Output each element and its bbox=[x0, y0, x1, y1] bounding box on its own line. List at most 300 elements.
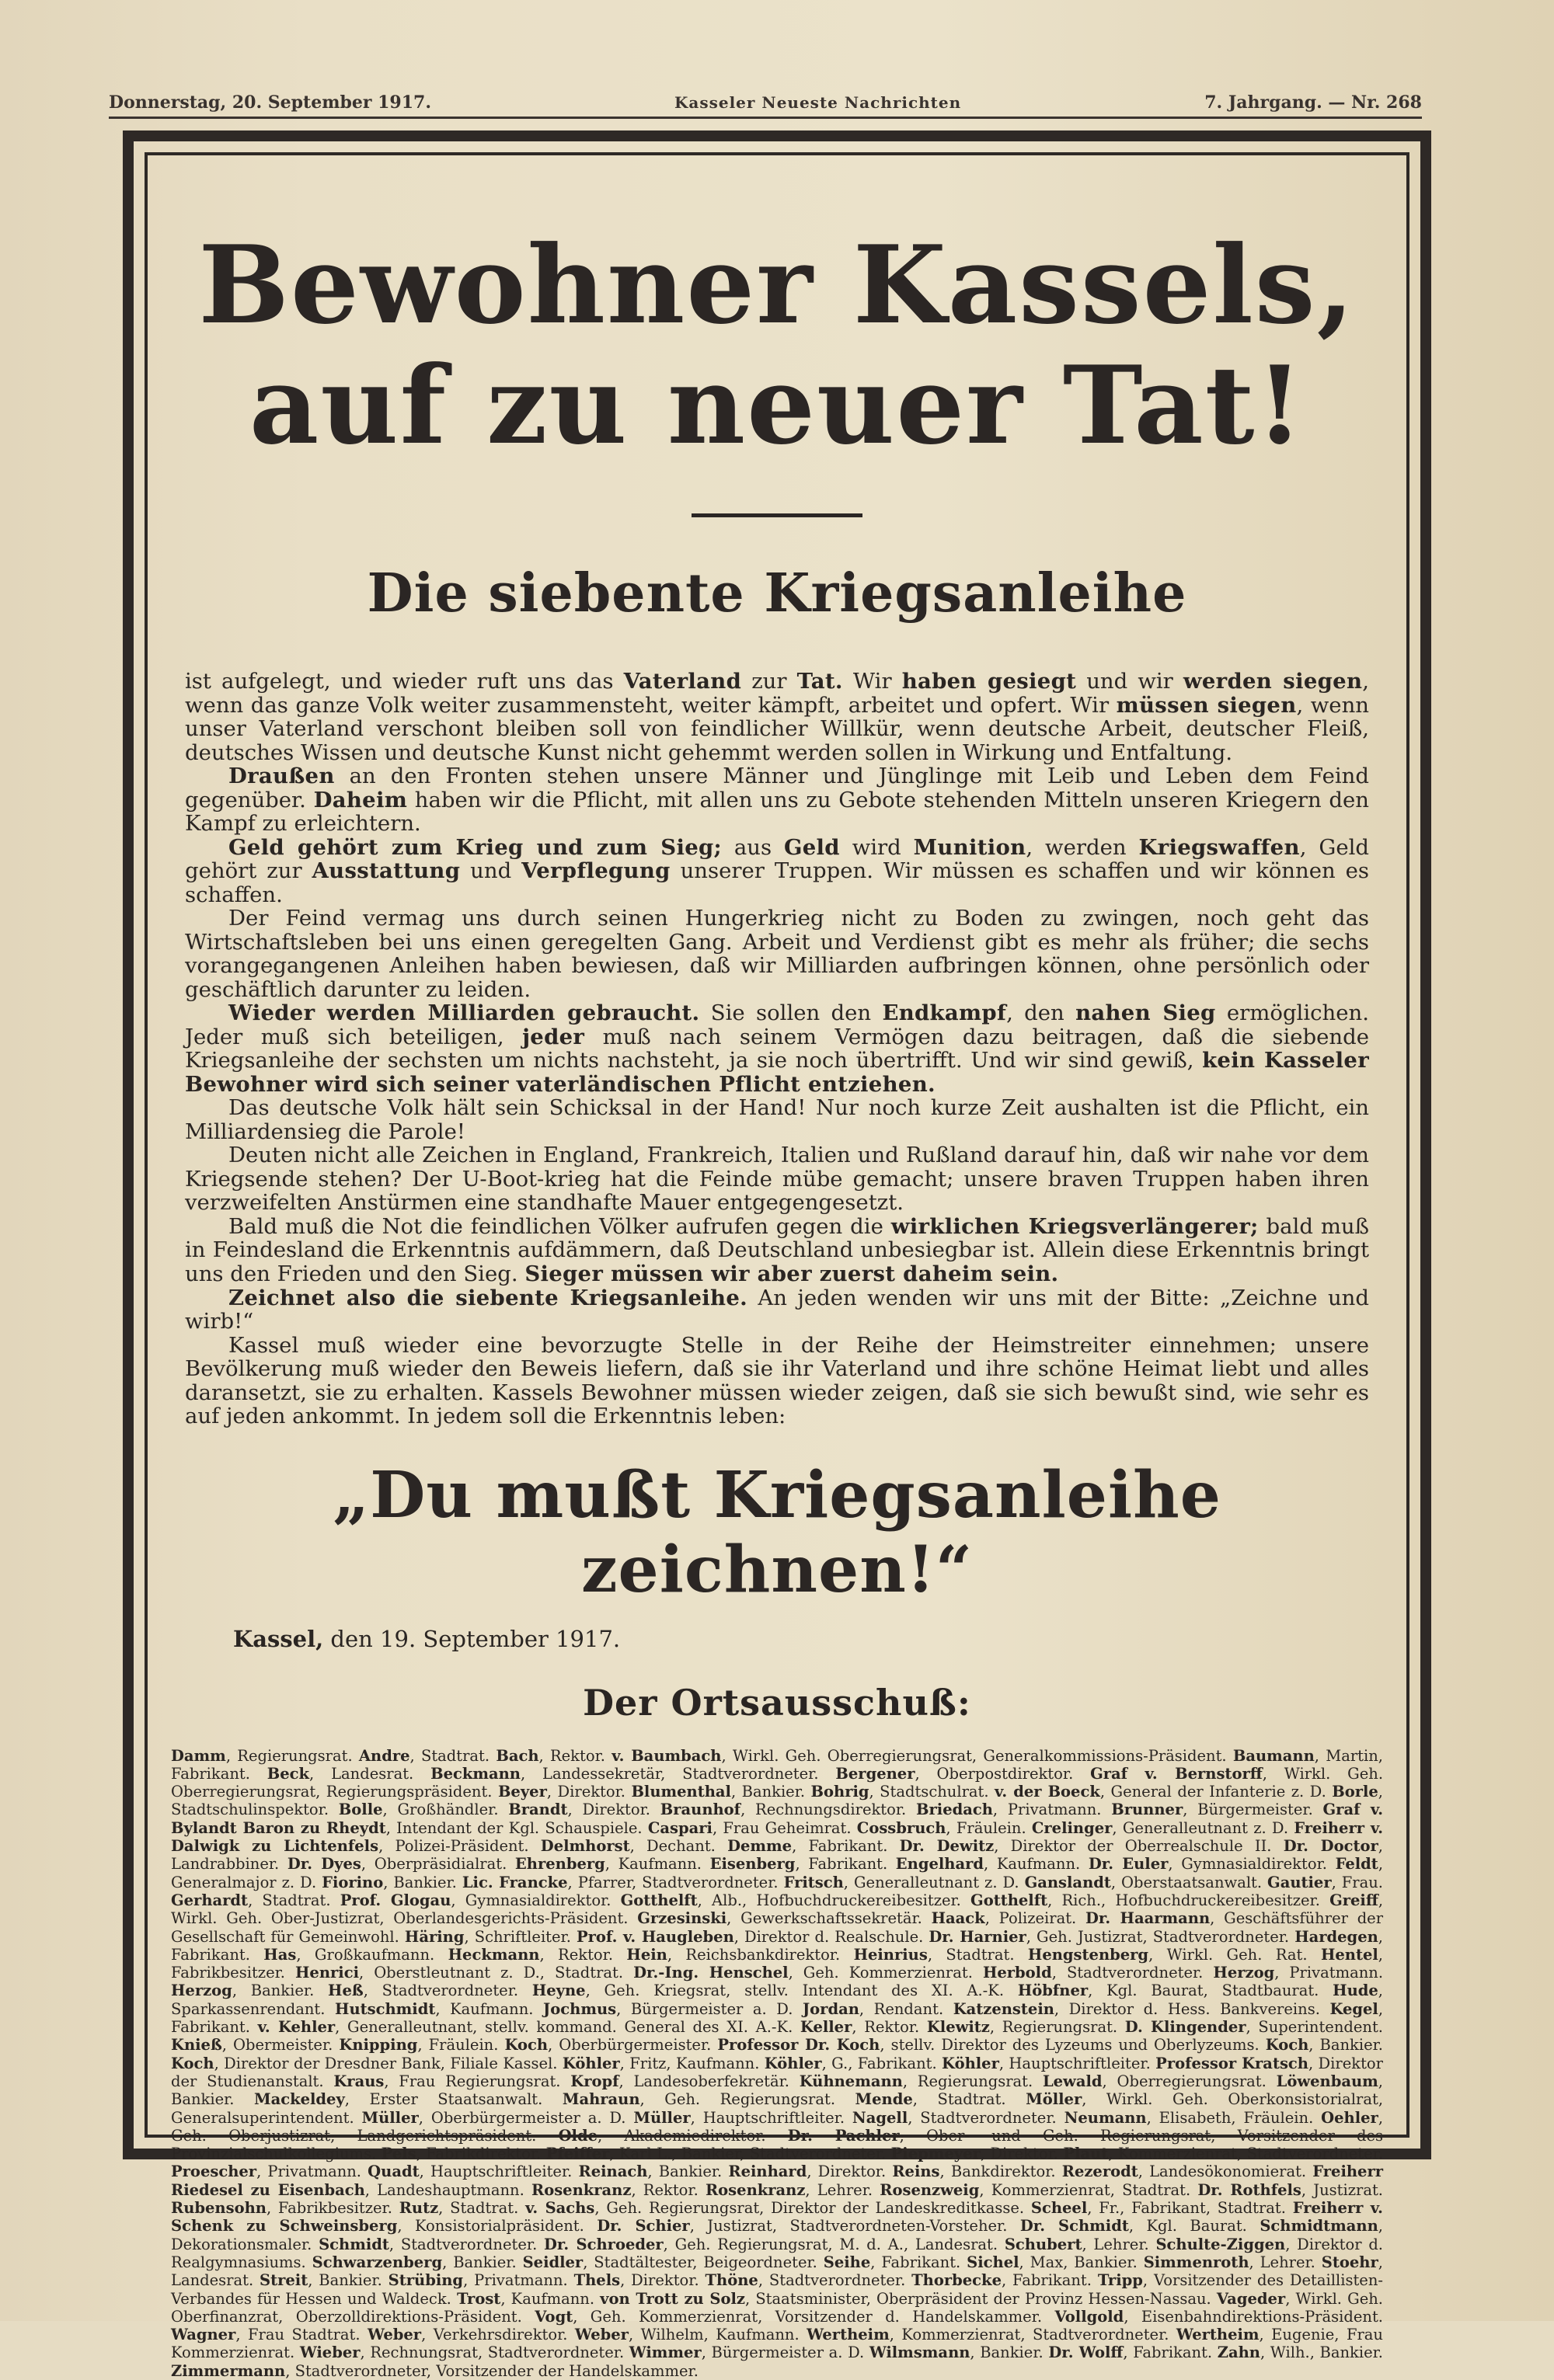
emphasis-text: haben gesiegt bbox=[901, 669, 1077, 694]
member-name: Möller bbox=[1026, 2090, 1082, 2109]
emphasis-text: Geld gehört zum Krieg und zum Sieg; bbox=[228, 834, 722, 860]
member-name: Proescher bbox=[171, 2163, 257, 2181]
member-title: , Landesrat. bbox=[309, 1764, 431, 1783]
member-title: , Bürgermeister a. D. bbox=[701, 2343, 869, 2362]
member-title: , Bankier. bbox=[970, 2343, 1049, 2362]
member-name: Professor Dr. Koch bbox=[717, 2036, 880, 2055]
member-name: Quadt bbox=[368, 2163, 420, 2181]
member-name: Eisenberg bbox=[709, 1855, 796, 1874]
member-name: Wagner bbox=[171, 2326, 236, 2344]
member-title: , Landrabbiner. bbox=[171, 1837, 1383, 1874]
paragraph-text: , wenn unser Vaterland verschont bleiben soll von feindlicher Willkür, wenn deutsche Arbeit, deutscher Fleiß, deutsches Wissen und deutsche Kunst nicht gehemmt werden sollen in Wirkung und Entfaltung. bbox=[185, 692, 1369, 765]
member-title: , Stadtältester, Beigeordneter. bbox=[583, 2253, 824, 2271]
member-name: Pels bbox=[381, 2145, 416, 2163]
emphasis-text: Endkampf bbox=[882, 1000, 1007, 1026]
paragraph-text: Der Feind vermag uns durch seinen Hungerkrieg nicht zu Boden zu zwingen, noch geht das Wirtschaftsleben bei uns einen geregelten Gang. Arbeit und Verdienst gibt es mehr als früher; die sechs vorangegangenen Anleihen haben bewiesen, daß wir Milliarden aufbringen können, ohne persönlich oder geschäftlich darunter zu leiden. bbox=[185, 906, 1369, 1002]
member-title: , Wilhelm, Kaufmann. bbox=[628, 2326, 807, 2344]
member-title: , Sparkassenrendant. bbox=[171, 1982, 1383, 2018]
member-name: Mackeldey bbox=[254, 2090, 345, 2109]
member-name: Mahraun bbox=[562, 2090, 640, 2109]
member-name: Weber bbox=[368, 2326, 422, 2344]
member-name: Löwenbaum bbox=[1276, 2072, 1378, 2090]
member-name: Müller bbox=[361, 2108, 419, 2127]
emphasis-text: Zeichnet also die siebente Kriegsanleihe. bbox=[228, 1285, 747, 1310]
member-name: Herzog bbox=[1213, 1964, 1275, 1982]
member-title: , Oberpräsidialrat. bbox=[361, 1855, 515, 1874]
member-title: , Rechnungsdirektor. bbox=[740, 1801, 917, 1819]
member-title: , Landeshauptmann. bbox=[364, 2180, 531, 2199]
member-name: Neumann bbox=[1064, 2108, 1147, 2127]
member-name: Dr. Rothfels bbox=[1197, 2180, 1301, 2199]
member-name: Trost bbox=[456, 2289, 501, 2308]
member-title: , Generalleutnant, stellv. kommand. General des XI. A.-K. bbox=[335, 2018, 800, 2037]
member-name: Mende bbox=[855, 2090, 913, 2109]
member-name: Jordan bbox=[802, 1999, 859, 2018]
member-title: , Rektor. bbox=[631, 2180, 706, 2199]
member-title: , Privatmann. bbox=[256, 2163, 368, 2181]
member-name: Wieber bbox=[299, 2343, 361, 2362]
member-name: Bach bbox=[496, 1746, 539, 1765]
member-name: Olde bbox=[558, 2126, 598, 2145]
emphasis-text: Draußen bbox=[228, 764, 335, 789]
member-title: , Wirkl. Geh. Oberkonsistorialrat, Generalsuperintendent. bbox=[171, 2090, 1384, 2127]
member-title: , Direktor der Dresdner Bank, Filiale Kassel. bbox=[214, 2054, 563, 2072]
member-title: , Landesökonomierat. bbox=[1138, 2163, 1313, 2181]
member-name: Pfeiffer bbox=[545, 2145, 610, 2163]
member-name: Dr. Pachler bbox=[787, 2126, 900, 2145]
member-title: , Fabrikant. bbox=[870, 2253, 967, 2271]
member-title: , Geh. Regierungsrat. bbox=[639, 2090, 855, 2109]
member-name: Rosenzweig bbox=[880, 2180, 980, 2199]
member-title: , Regierungsrat. bbox=[902, 2072, 1043, 2090]
member-title: , Direktor der Studienanstalt. bbox=[171, 2054, 1383, 2090]
member-name: Fritsch bbox=[783, 1873, 844, 1891]
emphasis-text: Geld bbox=[783, 834, 840, 860]
member-name: Strübing bbox=[388, 2271, 464, 2290]
member-name: Borle bbox=[1332, 1783, 1378, 1801]
member-title: , Martin, Fabrikant. bbox=[171, 1746, 1383, 1783]
paragraph-text: bald muß in Feindesland die Erkenntnis aufdämmern, daß Deutschland unbesiegbar ist. Allein diese Erkenntnis bringt uns den Frieden und den Sieg. bbox=[185, 1213, 1370, 1286]
paragraph-text: Bald muß die Not die feindlichen Völker aufrufen gegen die bbox=[228, 1213, 891, 1239]
member-name: Höbfner bbox=[1017, 1982, 1089, 2000]
member-title: , Bankdirektor. bbox=[939, 2163, 1062, 2181]
member-name: Koch bbox=[171, 2054, 214, 2072]
header-newspaper-title: Kasseler Neueste Nachrichten bbox=[674, 93, 962, 112]
member-name: Rutz bbox=[399, 2199, 439, 2218]
emphasis-text: werden siegen bbox=[1183, 669, 1363, 694]
member-title: , Elisabeth, Fräulein. bbox=[1146, 2108, 1322, 2127]
paragraph-text: wird bbox=[839, 834, 914, 860]
member-title: , Intendant der Kgl. Schauspiele. bbox=[385, 1818, 648, 1837]
member-title: , Fabrikant. bbox=[1001, 2271, 1098, 2290]
emphasis-text: Ausstattung bbox=[312, 858, 461, 884]
member-name: Streit bbox=[260, 2271, 308, 2290]
member-name: Brandt bbox=[508, 1801, 568, 1819]
member-title: , Rich., Hofbuchdruckereibesitzer. bbox=[1047, 1891, 1330, 1909]
paragraph-text: und bbox=[460, 858, 522, 884]
subheadline: Die siebente Kriegsanleihe bbox=[367, 562, 1187, 625]
member-title: , Konsistorialpräsident. bbox=[397, 2217, 598, 2236]
member-name: Seidler bbox=[522, 2253, 584, 2271]
member-name: Wertheim bbox=[807, 2326, 890, 2344]
member-name: Ganslandt bbox=[1024, 1873, 1111, 1891]
member-name: Zahn bbox=[1217, 2343, 1260, 2362]
member-title: , Bankier. bbox=[171, 2072, 1383, 2109]
member-name: Katzenstein bbox=[953, 1999, 1054, 2018]
member-title: , Geh. Kommerzienrat. bbox=[788, 1964, 983, 1982]
member-name: Plaut bbox=[1063, 2145, 1109, 2163]
member-name: Crelinger bbox=[1031, 1818, 1113, 1837]
headline bbox=[171, 221, 1383, 468]
member-title: , Oberregierungsrat. bbox=[1102, 2072, 1277, 2090]
paragraph-text: Das deutsche Volk hält sein Schicksal in der Hand! Nur noch kurze Zeit aushalten ist die Pflicht, ein Milliardensieg die Parole! bbox=[185, 1095, 1369, 1144]
member-name: Schulte-Ziggen bbox=[1155, 2235, 1286, 2253]
member-title: , Pfarrer, Stadtverordneter. bbox=[567, 1873, 784, 1891]
member-title: , Rektor. bbox=[538, 1746, 612, 1765]
member-name: Rosenkranz bbox=[705, 2180, 806, 2199]
member-title: , Bankier. bbox=[308, 2271, 388, 2290]
member-name: Köhler bbox=[562, 2054, 620, 2072]
member-name: Freiherr v. Schenk zu Schweinsberg bbox=[171, 2199, 1383, 2236]
member-title: , Hauptschriftleiter. bbox=[419, 2163, 579, 2181]
member-name: Schubert bbox=[1004, 2235, 1082, 2253]
emphasis-text: Kriegswaffen bbox=[1138, 834, 1300, 860]
member-title: , Fräulein. bbox=[946, 1818, 1032, 1837]
member-title: , Stadtrat. bbox=[912, 2090, 1026, 2109]
member-title: , Direktor. bbox=[980, 2145, 1064, 2163]
member-title: , Wirkl. Geh. Oberfinanzrat, Oberzolldirektions-Präsident. bbox=[171, 2289, 1384, 2326]
member-title: , Bankier. bbox=[442, 2253, 523, 2271]
member-name: v. Baumbach bbox=[611, 1746, 722, 1765]
paragraph-text: Kassel muß wieder eine bevorzugte Stelle in der Reihe der Heimstreiter einnehmen; unsere Bevölkerung muß wieder den Beweis liefern, daß sie ihr Vaterland und ihre schöne Heimat liebt und alles daransetzt, sie zu erhalten. Kassels Bewohner müssen wieder zeigen, daß sie sich bewußt sind, wie sehr es auf jeden ankommt. In jedem soll die Erkenntnis leben: bbox=[185, 1332, 1369, 1429]
member-name: Prof. v. Haugleben bbox=[576, 1927, 734, 1946]
paragraph-text: An jeden wenden wir uns mit der Bitte: „Zeichne und wirb!“ bbox=[185, 1285, 1369, 1334]
member-name: Schwarzenberg bbox=[312, 2253, 443, 2271]
member-title: , Gymnasialdirektor. bbox=[451, 1891, 621, 1909]
member-title: , Frau Stadtrat. bbox=[235, 2326, 368, 2344]
member-title: , Regierungsrat. bbox=[225, 1746, 359, 1765]
divider-rule bbox=[692, 513, 862, 517]
member-title: , Kaufmann. bbox=[605, 1855, 710, 1874]
paragraph-text: muß nach seinem Vermögen dazu beitragen, daß die siebende Kriegsanleihe der sechsten um nichts nachsteht, ja sie noch übertrifft. Und wir sind gewiß, bbox=[185, 1024, 1369, 1073]
emphasis-text: Wieder werden Milliarden gebraucht. bbox=[228, 1000, 700, 1026]
member-title: , Gewerkschaftssekretär. bbox=[726, 1909, 932, 1928]
appeal-paragraph bbox=[185, 1215, 1369, 1286]
member-name: Freiherr v. Dalwigk zu Lichtenfels bbox=[171, 1818, 1383, 1856]
member-title: , Geh. Justizrat, Stadtverordneter. bbox=[1026, 1927, 1295, 1946]
member-title: , Direktor d. Hess. Bankvereins. bbox=[1054, 1999, 1330, 2018]
member-title: , Polizei-Präsident. bbox=[378, 1837, 541, 1856]
member-title: , Frau Regierungsrat. bbox=[384, 2072, 571, 2090]
member-name: Henrici bbox=[295, 1964, 359, 1982]
member-name: Lic. Francke bbox=[462, 1873, 568, 1891]
member-title: , Bankier. bbox=[730, 1783, 811, 1801]
member-name: Wertheim bbox=[1176, 2326, 1260, 2344]
member-title: , Oberpostdirektor. bbox=[915, 1764, 1091, 1783]
member-title: , Eugenie, Frau Kommerzienrat. bbox=[171, 2326, 1383, 2362]
member-title: , Gymnasialdirektor. bbox=[1168, 1855, 1336, 1874]
member-name: Heß bbox=[328, 1982, 364, 2000]
member-title: , Privatmann. bbox=[992, 1801, 1112, 1819]
paragraph-text: ist aufgelegt, und wieder ruft uns das bbox=[185, 669, 624, 694]
slogan: „Du mußt Kriegsanleihe zeichnen!“ bbox=[333, 1457, 1221, 1607]
member-name: Vageder bbox=[1216, 2289, 1286, 2308]
member-title: , Frau. bbox=[1331, 1873, 1383, 1891]
member-title: , Fr., Fabrikant, Stadtrat. bbox=[1087, 2199, 1293, 2218]
member-title: , Stadtschulinspektor. bbox=[171, 1783, 1383, 1819]
member-name: Weber bbox=[574, 2326, 629, 2344]
committee-member-list bbox=[171, 1747, 1383, 2380]
header-date: Donnerstag, 20. September 1917. bbox=[109, 92, 431, 113]
emphasis-text: Tat. bbox=[796, 669, 843, 694]
paragraph-text: haben wir die Pflicht, mit allen uns zu Gebote stehenden Mitteln unseren Kriegern den Kampf zu erleichtern. bbox=[185, 787, 1369, 837]
member-title: , Geschäftsführer der Gesellschaft für Gemeinwohl. bbox=[171, 1909, 1384, 1946]
member-name: Thöne bbox=[705, 2271, 758, 2290]
member-name: Herbold bbox=[982, 1964, 1052, 1982]
member-title: , Fabrikant. bbox=[1123, 2343, 1218, 2362]
member-name: Heinrius bbox=[853, 1945, 928, 1964]
member-name: Hengstenberg bbox=[1027, 1945, 1149, 1964]
member-title: , General der Infanterie z. D. bbox=[1099, 1783, 1333, 1801]
member-name: Zimmermann bbox=[171, 2361, 286, 2380]
dateline bbox=[233, 1626, 1383, 1652]
member-title: , Oberstleutnant z. D., Stadtrat. bbox=[358, 1964, 634, 1982]
emphasis-text: Sieger müssen wir aber zuerst daheim sein. bbox=[524, 1261, 1059, 1286]
member-name: Dr.-Ing. Henschel bbox=[633, 1964, 789, 1982]
member-title: , Fabrikant. bbox=[171, 1999, 1384, 2037]
committee-title: Der Ortsausschuß: bbox=[583, 1681, 971, 1724]
member-title: , Oberbürgermeister a. D. bbox=[418, 2108, 634, 2127]
member-title: , Vorsitzender des Detaillisten-Verbandes für Hessen und Waldeck. bbox=[171, 2271, 1383, 2308]
page-header bbox=[109, 87, 1422, 118]
member-name: Feldt bbox=[1335, 1855, 1378, 1874]
member-name: Dr. Euler bbox=[1088, 1855, 1169, 1874]
member-title: , Verkehrsdirektor. bbox=[421, 2326, 575, 2344]
member-name: Seihe bbox=[823, 2253, 871, 2271]
member-title: , Kommerzienrat, Stadtverordneter. bbox=[889, 2326, 1176, 2344]
member-title: , Wirkl. Geh. Oberregierungsrat, Generalkommissions-Präsident. bbox=[721, 1746, 1233, 1765]
member-title: , Stadtrat. bbox=[438, 2199, 526, 2218]
member-title: , Oberbürgermeister. bbox=[548, 2036, 718, 2055]
member-title: , Eisenbahndirektions-Präsident. bbox=[1124, 2307, 1383, 2326]
member-name: Bergener bbox=[835, 1764, 915, 1783]
member-name: Simmenroth bbox=[1143, 2253, 1249, 2271]
member-title: , Großkaufmann. bbox=[296, 1945, 448, 1964]
member-title: , Geh. Kriegsrat, stellv. Intendant des XI. A.-K. bbox=[585, 1982, 1018, 2000]
member-name: Freiherr Riedesel zu Eisenbach bbox=[171, 2163, 1383, 2199]
member-name: Bohrig bbox=[810, 1783, 869, 1801]
member-title: , Fräulein. bbox=[417, 2036, 505, 2055]
member-title: , Landesoberfekretär. bbox=[618, 2072, 800, 2090]
emphasis-text: Munition bbox=[913, 834, 1026, 860]
member-title: , Bürgermeister a. D. bbox=[616, 1999, 803, 2018]
member-name: Professor Kratsch bbox=[1155, 2054, 1308, 2072]
member-name: Rezerodt bbox=[1061, 2163, 1138, 2181]
member-name: Schmidtmann bbox=[1260, 2217, 1378, 2236]
member-title: , Alb., Hofbuchdruckereibesitzer. bbox=[697, 1891, 971, 1909]
member-title: , Kgl. Baurat, Stadtbaurat. bbox=[1088, 1982, 1333, 2000]
member-name: Köhler bbox=[764, 2054, 822, 2072]
member-name: Heyne bbox=[531, 1982, 586, 2000]
paragraph-text: unserer Truppen. Wir müssen es schaffen und wir können es schaffen. bbox=[185, 858, 1370, 907]
member-title: , Kommerzienrat, Stadtverordneter. bbox=[1108, 2145, 1383, 2163]
member-name: Kühnemann bbox=[799, 2072, 903, 2090]
member-name: Wilmsmann bbox=[869, 2343, 970, 2362]
member-title: , Privatmann. bbox=[1274, 1964, 1384, 1982]
member-name: Knieß bbox=[171, 2036, 222, 2055]
member-title: , Erster Staatsanwalt. bbox=[344, 2090, 563, 2109]
headline-line-2: auf zu neuer Tat! bbox=[249, 341, 1305, 468]
member-title: , Fabrikant. bbox=[795, 1855, 896, 1874]
appeal-paragraph bbox=[185, 1143, 1369, 1215]
member-name: Beckmann bbox=[430, 1764, 521, 1783]
member-name: Schmidt bbox=[319, 2235, 389, 2253]
member-name: Thorbecke bbox=[911, 2271, 1002, 2290]
member-name: Köhler bbox=[942, 2054, 999, 2072]
appeal-paragraph bbox=[185, 836, 1369, 907]
appeal-paragraph bbox=[185, 1001, 1369, 1096]
member-title: , Landesrat. bbox=[171, 2253, 1383, 2290]
member-title: , Superintendent. bbox=[1246, 2018, 1383, 2037]
member-name: v. Sachs bbox=[525, 2199, 595, 2218]
member-title: , Bankier. bbox=[1308, 2036, 1383, 2055]
member-name: Bolle bbox=[338, 1801, 383, 1819]
member-title: , Fabrikdirektor. bbox=[416, 2145, 546, 2163]
member-name: Baumann bbox=[1232, 1746, 1315, 1765]
member-title: , Kaufmann. bbox=[984, 1855, 1089, 1874]
member-name: Beyer bbox=[497, 1783, 547, 1801]
member-title: , Stadtverordneter. bbox=[388, 2235, 545, 2253]
member-name: Koch bbox=[504, 2036, 549, 2055]
headline-line-1: Bewohner Kassels, bbox=[198, 221, 1356, 348]
paragraph-text: , werden bbox=[1026, 834, 1139, 860]
member-title: , Stadtrat. bbox=[927, 1945, 1028, 1964]
member-title: , Max, Bankier. bbox=[1019, 2253, 1144, 2271]
member-title: , Dechant. bbox=[629, 1837, 728, 1856]
member-name: Heckmann bbox=[448, 1945, 540, 1964]
member-title: , Geh. Kommerzienrat, Vorsitzender d. Handelskammer. bbox=[573, 2307, 1055, 2326]
member-title: , Direktor der Oberrealschule II. bbox=[994, 1837, 1284, 1856]
member-name: Prof. Glogau bbox=[340, 1891, 451, 1909]
paragraph-text: zur bbox=[741, 669, 797, 694]
member-title: , Karl L., Bankier, Stadtverordneter. bbox=[609, 2145, 891, 2163]
member-name: Demme bbox=[727, 1837, 793, 1856]
member-title: , Wirkl. Geh. Oberregierungsrat, Regierungspräsident. bbox=[171, 1764, 1384, 1801]
member-name: Jochmus bbox=[543, 1999, 617, 2018]
member-title: , Stadtverordneter. bbox=[758, 2271, 912, 2290]
member-title: , Obermeister. bbox=[221, 2036, 340, 2055]
member-name: Hardegen bbox=[1294, 1927, 1378, 1946]
emphasis-text: wirklichen Kriegsverlängerer; bbox=[890, 1213, 1259, 1239]
member-name: v. Kehler bbox=[257, 2018, 336, 2037]
member-title: , Landessekretär, Stadtverordneter. bbox=[521, 1764, 836, 1783]
member-title: , Rektor. bbox=[852, 2018, 927, 2037]
member-title: , Generalleutnant z. D. bbox=[843, 1873, 1025, 1891]
paragraph-text: ermöglichen. Jeder muß sich beteiligen, bbox=[185, 1000, 1369, 1049]
paragraph-text: , Geld gehört zur bbox=[185, 834, 1370, 884]
member-name: Koch bbox=[1265, 2036, 1309, 2055]
member-title: , Bankier. bbox=[647, 2163, 729, 2181]
paragraph-text: und wir bbox=[1076, 669, 1183, 694]
member-name: Rubensohn bbox=[171, 2199, 267, 2218]
member-title: , Geh. Regierungsrat, M. d. A., Landesrat. bbox=[663, 2235, 1005, 2253]
member-name: Herzog bbox=[171, 1982, 232, 2000]
member-name: Greiff bbox=[1329, 1891, 1378, 1909]
member-title: , Hauptschriftleiter. bbox=[998, 2054, 1156, 2072]
member-name: Damm bbox=[171, 1746, 226, 1765]
member-title: , Oberstaatsanwalt. bbox=[1110, 1873, 1268, 1891]
member-name: Ehrenberg bbox=[514, 1855, 605, 1874]
member-name: Dr. Dyes bbox=[287, 1855, 361, 1874]
member-title: , Schriftleiter. bbox=[464, 1927, 577, 1946]
member-title: , Wirkl. Geh. Rat. bbox=[1148, 1945, 1321, 1964]
member-name: Brunner bbox=[1111, 1801, 1183, 1819]
member-name: Hude bbox=[1333, 1982, 1378, 2000]
header-issue: 7. Jahrgang. — Nr. 268 bbox=[1204, 92, 1422, 113]
paragraph-text: , wenn das ganze Volk weiter zusammensteht, weiter kämpft, arbeitet und opfert. Wir bbox=[185, 669, 1369, 718]
member-name: Reinhard bbox=[728, 2163, 807, 2181]
member-name: Graf v. Bernstorff bbox=[1090, 1764, 1263, 1783]
member-title: , Akademiedirektor. bbox=[598, 2126, 788, 2145]
member-name: Andre bbox=[358, 1746, 410, 1765]
member-title: , Großhändler. bbox=[382, 1801, 509, 1819]
member-title: , Rektor. bbox=[539, 1945, 627, 1964]
member-name: Dr. Doctor bbox=[1283, 1837, 1378, 1856]
member-name: Cossbruch bbox=[856, 1818, 946, 1837]
member-name: v. der Boeck bbox=[995, 1783, 1100, 1801]
emphasis-text: jeder bbox=[522, 1024, 585, 1049]
dateline-place: Kassel, bbox=[233, 1625, 324, 1652]
emphasis-text: Daheim bbox=[313, 787, 408, 812]
member-name: Dr. Schmidt bbox=[1019, 2217, 1129, 2236]
member-title: , Direktor d. Realschule. bbox=[733, 1927, 929, 1946]
member-title: , Direktor d. Realgymnasiums. bbox=[171, 2235, 1384, 2271]
member-name: Vollgold bbox=[1054, 2307, 1124, 2326]
member-title: , Dekorationsmaler. bbox=[171, 2217, 1383, 2253]
member-name: Dr. Wolff bbox=[1048, 2343, 1124, 2362]
member-title: , Direktor. bbox=[620, 2271, 706, 2290]
appeal-paragraph bbox=[185, 1096, 1369, 1143]
member-title: , Stadtverordneter, Vorsitzender der Handelskammer. bbox=[285, 2361, 699, 2380]
member-name: Dr. Harnier bbox=[929, 1927, 1026, 1946]
member-title: , Frau Geheimrat. bbox=[712, 1818, 857, 1837]
member-title: , Kgl. Baurat. bbox=[1128, 2217, 1260, 2236]
member-name: Nagell bbox=[852, 2108, 908, 2127]
member-name: Kegel bbox=[1329, 1999, 1378, 2018]
member-name: Kraus bbox=[333, 2072, 385, 2090]
member-name: Gotthelft bbox=[620, 1891, 698, 1909]
member-title: , Privatmann. bbox=[463, 2271, 574, 2290]
member-title: , Polizeirat. bbox=[984, 1909, 1086, 1928]
member-name: Knipping bbox=[339, 2036, 418, 2055]
member-name: von Trott zu Solz bbox=[600, 2289, 745, 2308]
paragraph-text: aus bbox=[722, 834, 784, 860]
member-name: Müller bbox=[633, 2108, 691, 2127]
member-title: , G., Fabrikant. bbox=[821, 2054, 943, 2072]
member-name: Engelhard bbox=[895, 1855, 984, 1874]
member-title: , Rechnungsrat, Stadtverordneter. bbox=[360, 2343, 629, 2362]
dateline-date: den 19. September 1917. bbox=[323, 1625, 621, 1652]
member-name: Grzesinski bbox=[637, 1909, 727, 1928]
paragraph-text: Sie sollen den bbox=[699, 1000, 883, 1026]
member-title: , Kommerzienrat, Stadtrat. bbox=[979, 2180, 1198, 2199]
member-title: , Staatsminister, Oberpräsident der Provinz Hessen-Nassau. bbox=[745, 2289, 1217, 2308]
paragraph-text: Deuten nicht alle Zeichen in England, Frankreich, Italien und Rußland darauf hin, daß wir nahe vor dem Kriegsende stehen? Der U-Boot-krieg hat die Feinde mübe gemacht; unsere braven Truppen haben ihren verzweifelten Anstürmen eine standhafte Mauer entgegengesetzt. bbox=[185, 1143, 1369, 1216]
member-title: , Generalmajor z. D. bbox=[171, 1855, 1384, 1891]
member-title: , Regierungsrat. bbox=[989, 2018, 1125, 2037]
member-name: D. Klingender bbox=[1124, 2018, 1246, 2037]
member-title: , Wilh., Bankier. bbox=[1260, 2343, 1383, 2362]
